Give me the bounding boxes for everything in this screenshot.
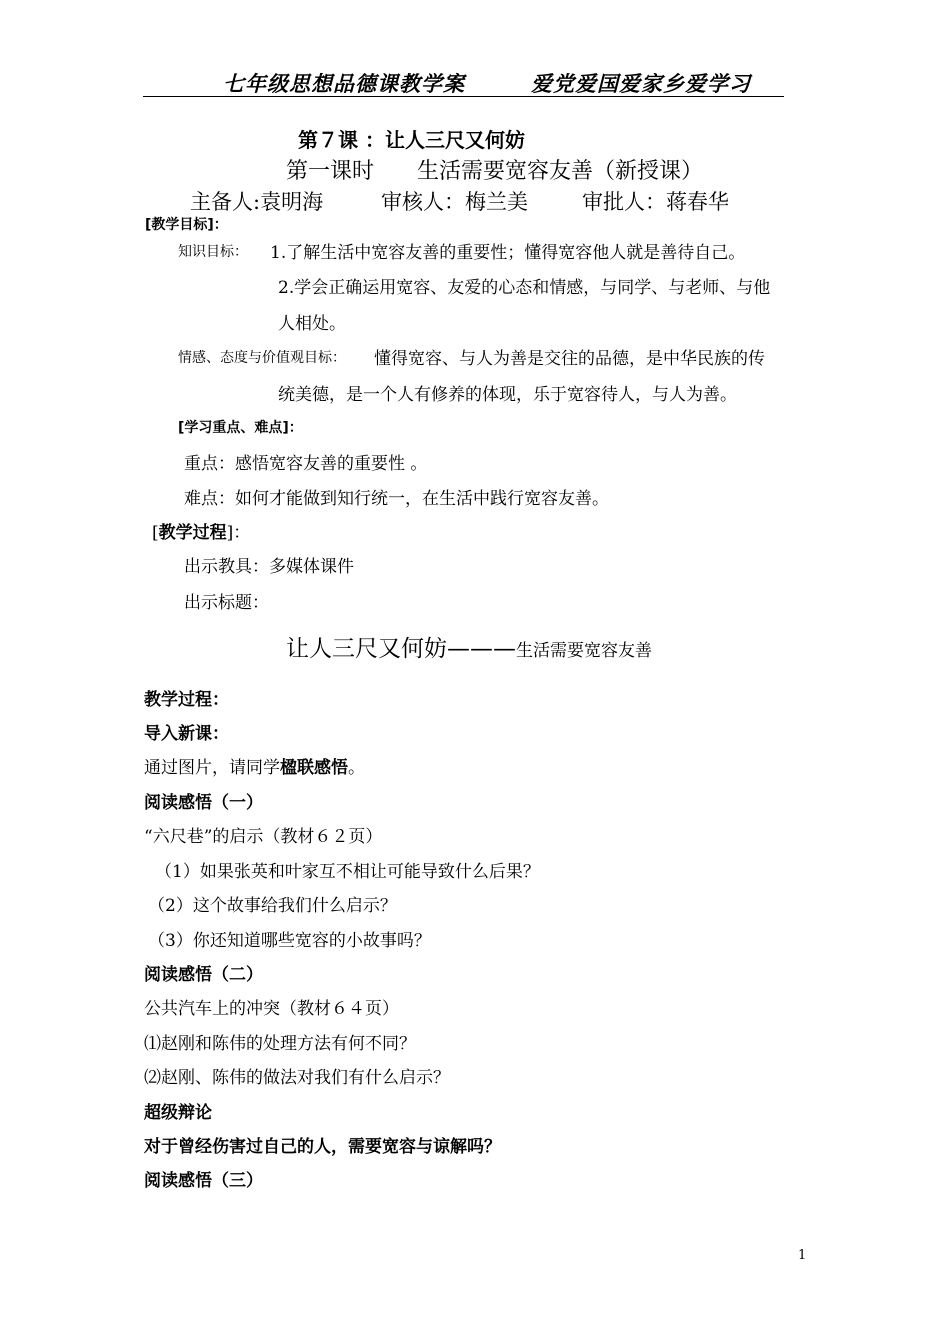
difficult-point: 难点：如何才能做到知行统一，在生活中践行宽容友善。 bbox=[184, 489, 609, 509]
intro-label: 导入新课： bbox=[144, 724, 229, 744]
lesson-period: 第一课时 bbox=[286, 159, 375, 184]
intro-text-b: 。 bbox=[348, 758, 365, 778]
emotion-line2: 统美德，是一个人有修养的体现，乐于宽容待人，与人为善。 bbox=[278, 385, 737, 405]
process-bracket-open: [ bbox=[152, 523, 159, 543]
preparer: 主备人:袁明海 bbox=[190, 190, 324, 214]
story-1: “六尺巷”的启示（教材６２页） bbox=[144, 827, 383, 847]
focus-heading: [学习重点、难点]： bbox=[178, 420, 303, 436]
emotion-line1: 懂得宽容、与人为善是交往的品德，是中华民族的传 bbox=[374, 349, 765, 369]
question-1-3: （3）你还知道哪些宽容的小故事吗？ bbox=[148, 931, 431, 951]
story-2: 公共汽车上的冲突（教材６４页） bbox=[144, 999, 399, 1019]
emotion-label: 情感、态度与价值观目标： bbox=[178, 350, 346, 366]
objectives-heading: [教学目标]： bbox=[145, 217, 228, 233]
question-2-2: ⑵赵刚、陈伟的做法对我们有什么启示？ bbox=[144, 1068, 450, 1088]
teaching-tools: 出示教具：多媒体课件 bbox=[184, 557, 354, 577]
header-left-title: 七年级思想品德课教学案 bbox=[223, 72, 465, 96]
knowledge-item-2-line2: 人相处。 bbox=[278, 314, 346, 334]
knowledge-item-2-line1: 2.学会正确运用宽容、友爱的心态和情感，与同学、与老师、与他 bbox=[278, 278, 771, 298]
reading-2-heading: 阅读感悟（二） bbox=[144, 965, 263, 985]
approver: 审批人：蒋春华 bbox=[582, 190, 729, 214]
intro-text-a: 通过图片，请同学 bbox=[144, 758, 280, 778]
reading-3-heading: 阅读感悟（三） bbox=[144, 1171, 263, 1191]
question-2-1: ⑴赵刚和陈伟的处理方法有何不同？ bbox=[144, 1034, 416, 1054]
main-title bbox=[286, 630, 652, 663]
header-rule bbox=[143, 96, 784, 97]
intro-text-bold: 楹联感悟 bbox=[280, 758, 348, 778]
intro-text bbox=[144, 753, 365, 778]
knowledge-item-1: 1.了解生活中宽容友善的重要性；懂得宽容他人就是善待自己。 bbox=[270, 243, 746, 263]
debate-heading: 超级辩论 bbox=[144, 1103, 212, 1123]
lesson-title: 第７课 ：让人三尺又何妨 bbox=[298, 128, 525, 152]
question-1-2: （2）这个故事给我们什么启示？ bbox=[148, 896, 397, 916]
key-point: 重点：感悟宽容友善的重要性 。 bbox=[184, 454, 428, 474]
reading-1-heading: 阅读感悟（一） bbox=[144, 793, 263, 813]
process-heading-text: 教学过程 bbox=[158, 523, 227, 543]
knowledge-label: 知识目标： bbox=[178, 244, 248, 260]
process-bracket-close: ]： bbox=[226, 523, 251, 543]
main-title-small: 生活需要宽容友善 bbox=[516, 641, 652, 661]
process-heading bbox=[152, 518, 250, 543]
page-number: 1 bbox=[798, 1248, 807, 1263]
lesson-period-topic: 生活需要宽容友善（新授课） bbox=[417, 159, 704, 184]
debate-question: 对于曾经伤害过自己的人，需要宽容与谅解吗？ bbox=[144, 1137, 501, 1157]
reviewer: 审核人：梅兰美 bbox=[381, 190, 528, 214]
question-1-1: （1）如果张英和叶家互不相让可能导致什么后果？ bbox=[155, 862, 540, 882]
process-label: 教学过程： bbox=[144, 690, 229, 710]
main-title-big: 让人三尺又何妨——— bbox=[286, 636, 516, 662]
show-title-label: 出示标题： bbox=[184, 593, 269, 613]
header-right-slogan: 爱党爱国爱家乡爱学习 bbox=[531, 72, 751, 96]
